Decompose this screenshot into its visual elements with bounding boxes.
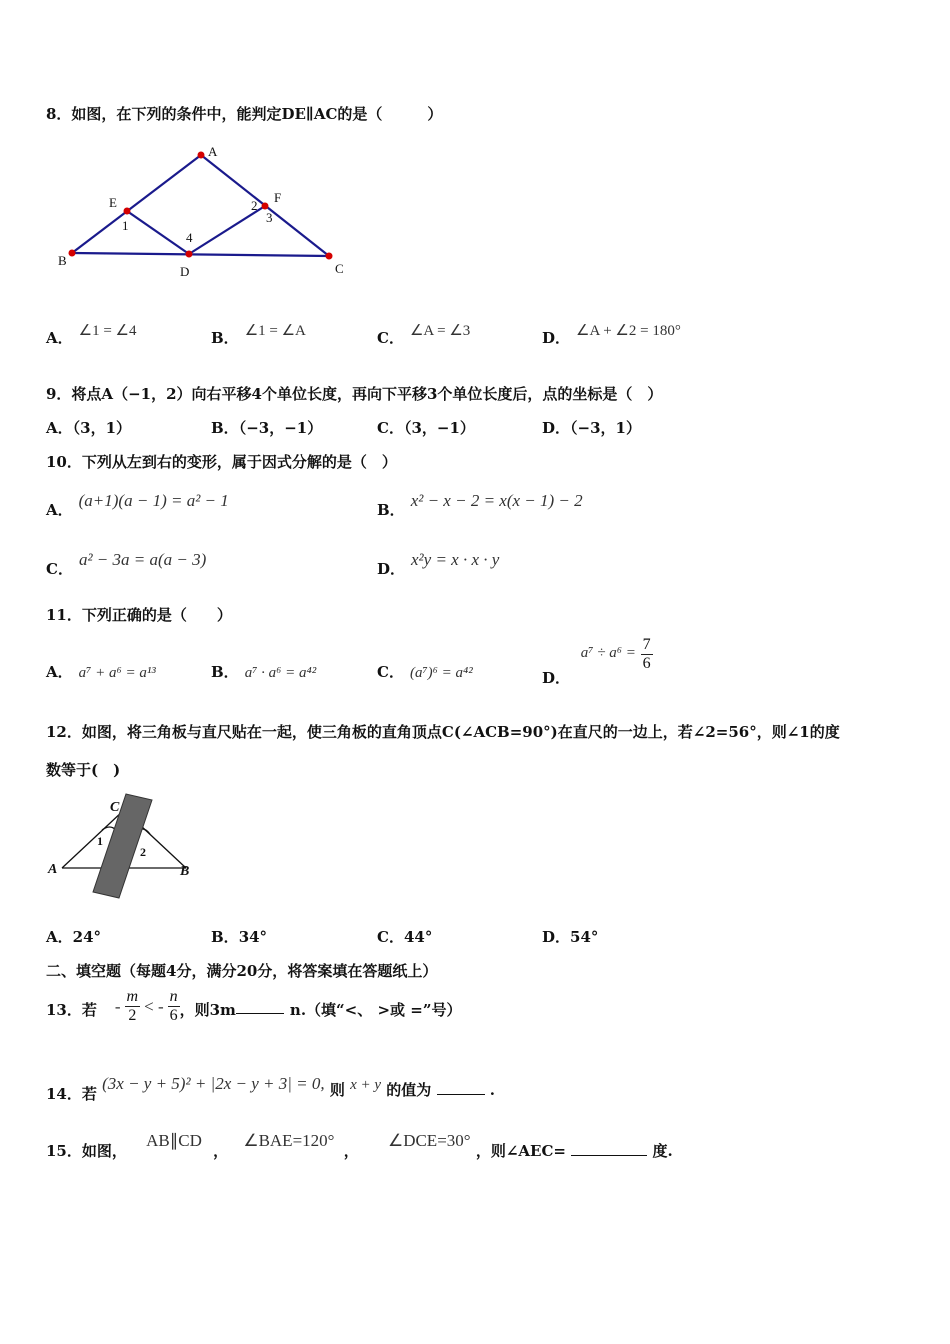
q12-stem-line1: 12．如图，将三角板与直尺贴在一起，使三角板的直角顶点C(∠ACB=90°)在直尺的一边上，若∠2=56°，则∠1的度 [46, 723, 840, 741]
label-a: A [208, 144, 218, 159]
label-a: A [48, 862, 58, 877]
q8-figure [50, 140, 360, 285]
point-b [69, 250, 76, 257]
q15-answer-blank[interactable] [571, 1155, 647, 1156]
q8-option-c[interactable]: C． ∠A = ∠3 [377, 323, 471, 347]
q8-option-a[interactable]: A． ∠1 = ∠4 [46, 323, 137, 347]
q12-option-b[interactable]: B．34° [211, 928, 268, 946]
label-e: E [109, 195, 117, 210]
q11-option-c[interactable]: C． (a⁷)⁶ = a⁴² [377, 663, 473, 681]
label-angle-3: 3 [266, 210, 273, 225]
q12-figure [44, 790, 204, 905]
point-f [262, 203, 269, 210]
point-a [198, 152, 205, 159]
q9-option-b[interactable]: B．（−3，−1） [211, 419, 323, 437]
q8-option-b[interactable]: B． ∠1 = ∠A [211, 323, 306, 347]
q12-option-c[interactable]: C．44° [377, 928, 433, 946]
q11-stem: 11．下列正确的是（ ） [46, 606, 232, 624]
label-angle-1: 1 [122, 218, 129, 233]
q13-answer-blank[interactable] [236, 1013, 284, 1014]
q11-option-a[interactable]: A． a⁷ + a⁶ = a¹³ [46, 663, 156, 681]
q9-stem: 9．将点A（−1，2）向右平移4个单位长度，再向下平移3个单位长度后，点的坐标是（ ） [46, 385, 663, 403]
q14: 14．若 (3x − y + 5)² + |2x − y + 3| = 0, 则 x + y 的值为 . [46, 1074, 496, 1103]
label-b: B [58, 253, 67, 268]
q8-option-d[interactable]: D． ∠A + ∠2 = 180° [542, 323, 681, 347]
label-b: B [180, 864, 190, 879]
q11-option-d[interactable]: D． a⁷ ÷ a⁶ = $\frac{7}{6}$ [542, 636, 651, 687]
label-c: C [110, 800, 120, 815]
label-angle-1: 1 [97, 834, 103, 848]
q12-option-d[interactable]: D．54° [542, 928, 599, 946]
label-c: C [335, 261, 344, 276]
q11-option-b[interactable]: B． a⁷ · a⁶ = a⁴² [211, 663, 317, 681]
q10-option-b[interactable]: B． x² − x − 2 = x(x − 1) − 2 [377, 491, 583, 519]
section-2-heading: 二、填空题（每题4分，满分20分，将答案填在答题纸上） [46, 962, 438, 980]
q10-option-a[interactable]: A． (a+1)(a − 1) = a² − 1 [46, 491, 229, 519]
q8-stem: 8．如图，在下列的条件中，能判定DE∥AC的是（ ） [46, 105, 443, 123]
point-e [124, 208, 131, 215]
point-c [326, 253, 333, 260]
q12-stem-line2: 数等于( ) [46, 761, 121, 779]
label-f: F [274, 190, 282, 205]
label-angle-2: 2 [140, 845, 146, 859]
q12-option-a[interactable]: A．24° [46, 928, 102, 946]
point-d [186, 251, 193, 258]
q10-option-c[interactable]: C． a² − 3a = a(a − 3) [46, 550, 207, 578]
q9-option-c[interactable]: C．（3，−1） [377, 419, 475, 437]
q9-option-d[interactable]: D．（−3，1） [542, 419, 641, 437]
label-angle-4: 4 [186, 230, 193, 245]
label-angle-2: 2 [251, 198, 258, 213]
q14-answer-blank[interactable] [437, 1094, 485, 1095]
q15: 15．如图， AB∥CD ， ∠BAE=120° ， ∠DCE=30° ，则∠AEC= 度. [46, 1131, 673, 1160]
q13: 13．若 - $\frac{m}{2}$ < - $\frac{n}{6}$ ，则3m n.（填“<、 >或 =”号） [46, 988, 462, 1024]
label-d: D [180, 264, 190, 279]
q9-option-a[interactable]: A．（3，1） [46, 419, 132, 437]
q10-option-d[interactable]: D． x²y = x · x · y [377, 550, 500, 578]
q10-stem: 10．下列从左到右的变形，属于因式分解的是（ ） [46, 453, 397, 471]
